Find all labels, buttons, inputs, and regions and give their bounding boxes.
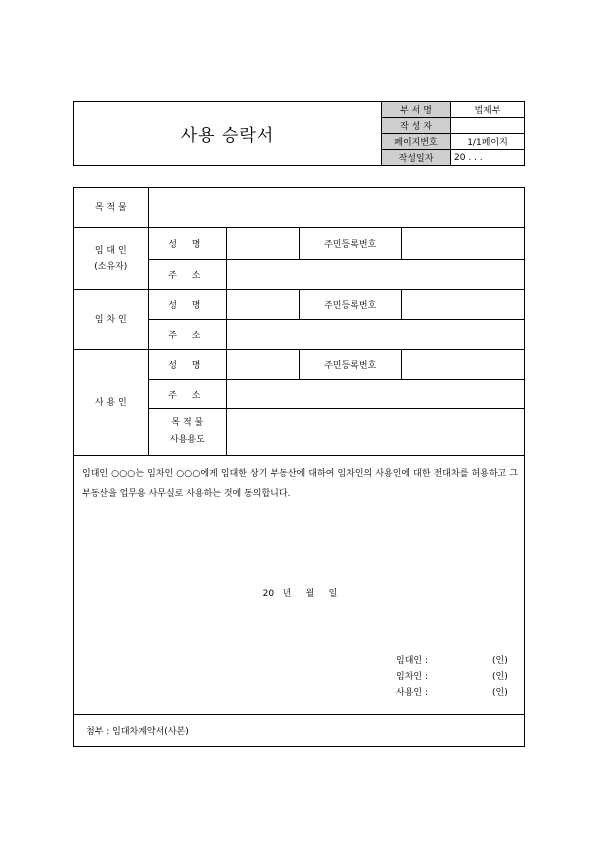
purpose-field[interactable] <box>148 188 524 228</box>
lessee-name-field[interactable] <box>227 290 299 320</box>
user-name-label: 성 명 <box>148 350 227 380</box>
page-number-value: 1/1페이지 <box>451 134 525 150</box>
document-header <box>73 101 525 166</box>
user-purpose-label-line1: 목 적 물 <box>171 418 204 428</box>
user-purpose-label <box>148 409 227 456</box>
consent-statement: 임대인 ○○○는 임차인 ○○○에게 임대한 상기 부동산에 대하여 임차인의 사용인에 대한 전대차를 허용하고 그 부동산을 업무용 사무실로 사용하는 것에 동의합니다. <box>82 469 518 499</box>
lessor-label-line1: 임 대 인 <box>94 245 127 256</box>
seal-mark: (인) <box>492 688 508 698</box>
lessor-id-label: 주민등록번호 <box>299 228 401 260</box>
lessee-id-label: 주민등록번호 <box>299 290 401 320</box>
lessee-address-field[interactable] <box>227 320 525 350</box>
seal-mark: (인) <box>492 656 508 666</box>
user-label: 사 용 인 <box>74 350 149 456</box>
lessor-address-label: 주 소 <box>148 260 227 290</box>
seal-mark: (인) <box>492 672 508 682</box>
lessee-label: 임 차 인 <box>74 290 149 350</box>
attachment-note: 첨부 : 임대차계약서(사본) <box>74 715 525 747</box>
lessee-name-label: 성 명 <box>148 290 227 320</box>
signature-lessee: 임차인 : (인) <box>396 669 508 682</box>
lessor-name-label: 성 명 <box>148 228 227 260</box>
department-label: 부 서 명 <box>382 102 451 118</box>
user-id-field[interactable] <box>401 350 524 380</box>
user-address-field[interactable] <box>227 380 525 409</box>
consent-form <box>73 187 525 747</box>
user-address-label: 주 소 <box>148 380 227 409</box>
document-title: 사용 승락서 <box>74 102 382 166</box>
lessor-name-field[interactable] <box>227 228 299 260</box>
purpose-label: 목 적 물 <box>74 188 149 228</box>
lessor-id-field[interactable] <box>401 228 524 260</box>
user-id-label: 주민등록번호 <box>299 350 401 380</box>
lessee-id-field[interactable] <box>401 290 524 320</box>
page-number-label: 페이지번호 <box>382 134 451 150</box>
statement-date: 20 년 월 일 <box>262 589 338 599</box>
author-label: 작 성 자 <box>382 118 451 134</box>
date-label: 작성일자 <box>382 150 451 166</box>
lessee-address-label: 주 소 <box>148 320 227 350</box>
statement-section <box>74 456 525 715</box>
signature-user: 사용인 : (인) <box>396 685 508 698</box>
user-purpose-field[interactable] <box>227 409 525 456</box>
user-name-field[interactable] <box>227 350 299 380</box>
department-value: 법제부 <box>451 102 525 118</box>
lessor-label-line2: (소유자) <box>94 261 128 272</box>
date-value: 20 . . . <box>451 150 525 166</box>
signature-lessor: 임대인 : (인) <box>396 653 508 666</box>
lessor-label <box>74 228 149 290</box>
lessor-address-field[interactable] <box>227 260 525 290</box>
user-purpose-label-line2: 사용용도 <box>169 435 205 445</box>
author-value <box>451 118 525 134</box>
